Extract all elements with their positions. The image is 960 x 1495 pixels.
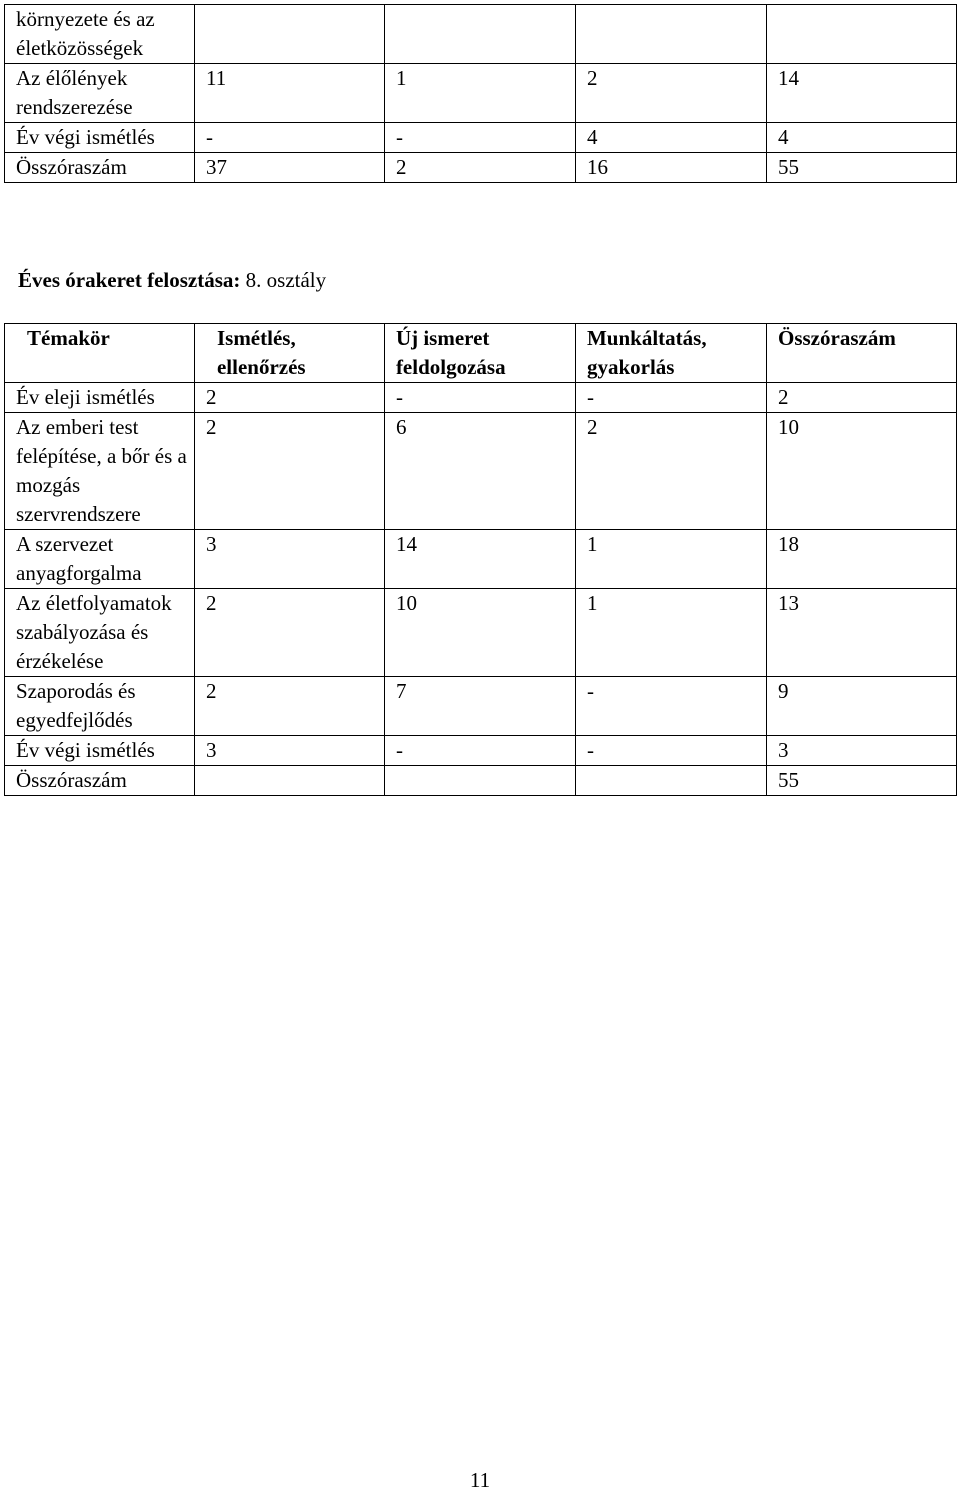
total-cell: 18 <box>767 530 957 589</box>
total-cell: 4 <box>767 123 957 153</box>
review-cell: 2 <box>194 589 384 677</box>
practice-cell <box>575 766 766 796</box>
table-row <box>5 383 957 413</box>
topic-cell: Az élőlények rendszerezése <box>5 64 195 123</box>
topic-cell: Az emberi test felépítése, a bőr és a mozgás szervrendszere <box>5 413 195 530</box>
section-heading-grade: 8. osztály <box>240 268 327 292</box>
review-cell: 37 <box>194 153 384 183</box>
new-knowledge-cell: - <box>384 123 575 153</box>
total-cell: 3 <box>767 736 957 766</box>
topic-cell: Összóraszám <box>5 766 195 796</box>
practice-cell: 1 <box>575 589 766 677</box>
header-new-knowledge: Új ismeret feldolgozása <box>384 324 575 383</box>
new-knowledge-cell: 14 <box>384 530 575 589</box>
topic-cell: Az életfolyamatok szabályozása és érzékelése <box>5 589 195 677</box>
topic-cell: környezete és az életközösségek <box>5 5 195 64</box>
header-review: Ismétlés, ellenőrzés <box>194 324 384 383</box>
total-cell <box>767 5 957 64</box>
practice-cell: 2 <box>575 413 766 530</box>
practice-cell: 16 <box>575 153 766 183</box>
topic-cell: Év végi ismétlés <box>5 123 195 153</box>
table-row <box>5 123 957 153</box>
practice-cell <box>575 5 766 64</box>
topic-cell: Év eleji ismétlés <box>5 383 195 413</box>
new-knowledge-cell: - <box>384 383 575 413</box>
review-cell: 2 <box>194 383 384 413</box>
total-row <box>5 766 957 796</box>
header-total: Összóraszám <box>767 324 957 383</box>
practice-cell: - <box>575 677 766 736</box>
topic-cell: A szervezet anyagforgalma <box>5 530 195 589</box>
page-number: 11 <box>469 1468 491 1492</box>
new-knowledge-cell: 7 <box>384 677 575 736</box>
table-row <box>5 589 957 677</box>
total-cell: 10 <box>767 413 957 530</box>
topic-cell: Év végi ismétlés <box>5 736 195 766</box>
total-cell: 55 <box>767 766 957 796</box>
review-cell <box>194 766 384 796</box>
total-row <box>5 153 957 183</box>
review-cell <box>194 5 384 64</box>
review-cell: 3 <box>194 530 384 589</box>
header-row <box>5 324 957 383</box>
total-cell: 55 <box>767 153 957 183</box>
practice-cell: - <box>575 736 766 766</box>
table-row <box>5 64 957 123</box>
practice-cell: 4 <box>575 123 766 153</box>
total-cell: 14 <box>767 64 957 123</box>
practice-cell: 2 <box>575 64 766 123</box>
table-row <box>5 677 957 736</box>
table-row <box>5 413 957 530</box>
new-knowledge-cell <box>384 766 575 796</box>
new-knowledge-cell: - <box>384 736 575 766</box>
practice-cell: 1 <box>575 530 766 589</box>
review-cell: - <box>194 123 384 153</box>
section-heading-bold: Éves órakeret felosztása: <box>18 268 241 292</box>
topic-cell: Összóraszám <box>5 153 195 183</box>
table-row <box>5 530 957 589</box>
new-knowledge-cell: 2 <box>384 153 575 183</box>
total-cell: 2 <box>767 383 957 413</box>
table-row <box>5 5 957 64</box>
new-knowledge-cell <box>384 5 575 64</box>
new-knowledge-cell: 6 <box>384 413 575 530</box>
review-cell: 3 <box>194 736 384 766</box>
new-knowledge-cell: 1 <box>384 64 575 123</box>
table-row <box>5 736 957 766</box>
practice-cell: - <box>575 383 766 413</box>
total-cell: 13 <box>767 589 957 677</box>
hours-table-continued <box>4 4 957 183</box>
total-cell: 9 <box>767 677 957 736</box>
review-cell: 2 <box>194 413 384 530</box>
topic-cell: Szaporodás és egyedfejlődés <box>5 677 195 736</box>
header-topic: Témakör <box>5 324 195 383</box>
hours-table-grade-8 <box>4 323 957 796</box>
review-cell: 2 <box>194 677 384 736</box>
new-knowledge-cell: 10 <box>384 589 575 677</box>
header-practice: Munkáltatás, gyakorlás <box>575 324 766 383</box>
section-heading <box>18 266 326 295</box>
review-cell: 11 <box>194 64 384 123</box>
